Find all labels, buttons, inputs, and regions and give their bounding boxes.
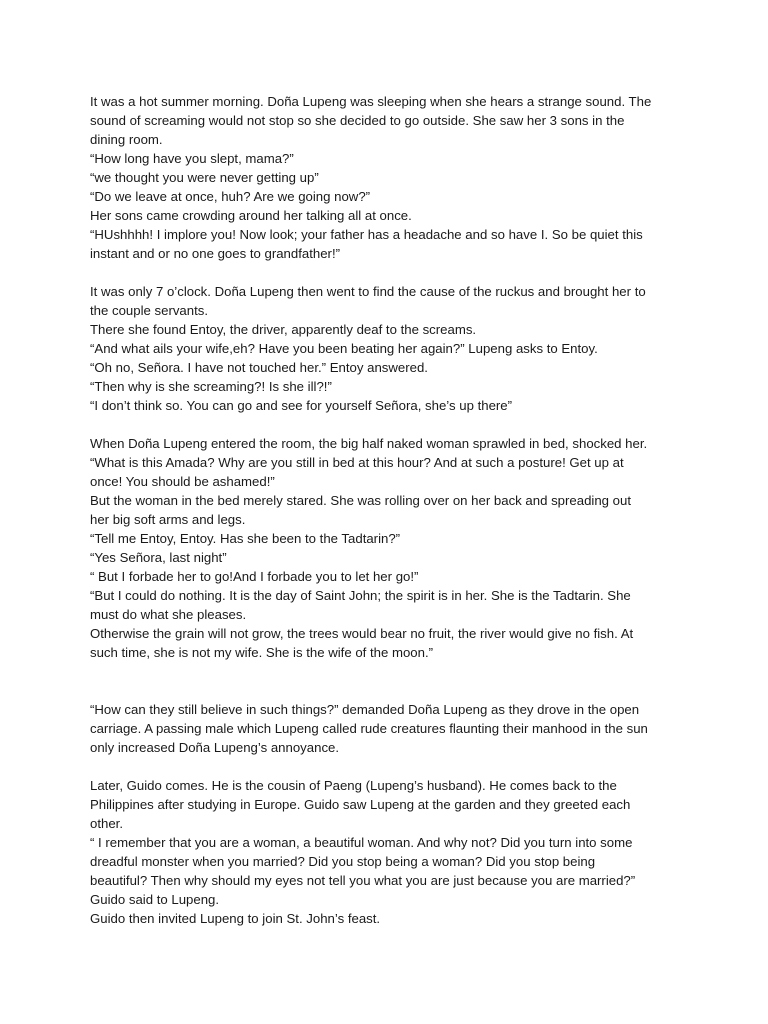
- text-line: only increased Doña Lupeng’s annoyance.: [90, 740, 340, 755]
- text-line: dreadful monster when you married? Did you stop being a woman? Did you stop being: [90, 854, 596, 869]
- text-line: other.: [90, 816, 123, 831]
- text-line: dining room.: [90, 132, 163, 147]
- paragraph-5: [90, 776, 680, 928]
- text-line: must do what she pleases.: [90, 607, 247, 622]
- text-line: Guido then invited Lupeng to join St. John’s feast.: [90, 911, 381, 926]
- paragraph-spacer: [90, 662, 680, 700]
- document-body: [90, 92, 680, 928]
- text-line: “But I could do nothing. It is the day of Saint John; the spirit is in her. She is the Tadtarin. She: [90, 588, 631, 603]
- text-line: Later, Guido comes. He is the cousin of Paeng (Lupeng’s husband). He comes back to the: [90, 778, 617, 793]
- text-line: her big soft arms and legs.: [90, 512, 246, 527]
- text-line: There she found Entoy, the driver, apparently deaf to the screams.: [90, 322, 477, 337]
- text-line: Philippines after studying in Europe. Guido saw Lupeng at the garden and they greeted each: [90, 797, 631, 812]
- paragraph-4: [90, 700, 680, 757]
- text-line: carriage. A passing male which Lupeng called rude creatures flaunting their manhood in the sun: [90, 721, 648, 736]
- text-line: “Oh no, Señora. I have not touched her.” Entoy answered.: [90, 360, 428, 375]
- text-line: “ I remember that you are a woman, a beautiful woman. And why not? Did you turn into some: [90, 835, 633, 850]
- text-line: It was a hot summer morning. Doña Lupeng was sleeping when she hears a strange sound. The: [90, 94, 652, 109]
- text-line: “Do we leave at once, huh? Are we going now?”: [90, 189, 371, 204]
- paragraph-spacer: [90, 263, 680, 282]
- text-line: It was only 7 o’clock. Doña Lupeng then went to find the cause of the ruckus and brought her to: [90, 284, 646, 299]
- text-line: Otherwise the grain will not grow, the trees would bear no fruit, the river would give no fish. At: [90, 626, 634, 641]
- text-line: instant and or no one goes to grandfather!”: [90, 246, 341, 261]
- paragraph-spacer: [90, 415, 680, 434]
- paragraph-2: [90, 282, 680, 415]
- text-line: such time, she is not my wife. She is the wife of the moon.”: [90, 645, 434, 660]
- text-line: “we thought you were never getting up”: [90, 170, 319, 185]
- text-line: “I don’t think so. You can go and see for yourself Señora, she’s up there”: [90, 398, 513, 413]
- text-line: “HUshhhh! I implore you! Now look; your father has a headache and so have I. So be quiet this: [90, 227, 643, 242]
- text-line: “How long have you slept, mama?”: [90, 151, 294, 166]
- paragraph-3: [90, 434, 680, 662]
- text-line: “What is this Amada? Why are you still in bed at this hour? And at such a posture! Get up at: [90, 455, 624, 470]
- text-line: “Then why is she screaming?! Is she ill?!”: [90, 379, 332, 394]
- text-line: “Tell me Entoy, Entoy. Has she been to the Tadtarin?”: [90, 531, 401, 546]
- text-line: once! You should be ashamed!”: [90, 474, 275, 489]
- text-line: “And what ails your wife,eh? Have you been beating her again?” Lupeng asks to Entoy.: [90, 341, 598, 356]
- text-line: beautiful? Then why should my eyes not tell you what you are just because you are married?”: [90, 873, 636, 888]
- text-line: sound of screaming would not stop so she decided to go outside. She saw her 3 sons in the: [90, 113, 625, 128]
- text-line: the couple servants.: [90, 303, 209, 318]
- text-line: “ But I forbade her to go!And I forbade you to let her go!”: [90, 569, 419, 584]
- text-line: Guido said to Lupeng.: [90, 892, 220, 907]
- text-line: “How can they still believe in such things?” demanded Doña Lupeng as they drove in the open: [90, 702, 640, 717]
- text-line: But the woman in the bed merely stared. She was rolling over on her back and spreading out: [90, 493, 632, 508]
- paragraph-spacer: [90, 757, 680, 776]
- paragraph-1: [90, 92, 680, 263]
- text-line: “Yes Señora, last night”: [90, 550, 227, 565]
- text-line: When Doña Lupeng entered the room, the big half naked woman sprawled in bed, shocked her.: [90, 436, 648, 451]
- text-line: Her sons came crowding around her talking all at once.: [90, 208, 412, 223]
